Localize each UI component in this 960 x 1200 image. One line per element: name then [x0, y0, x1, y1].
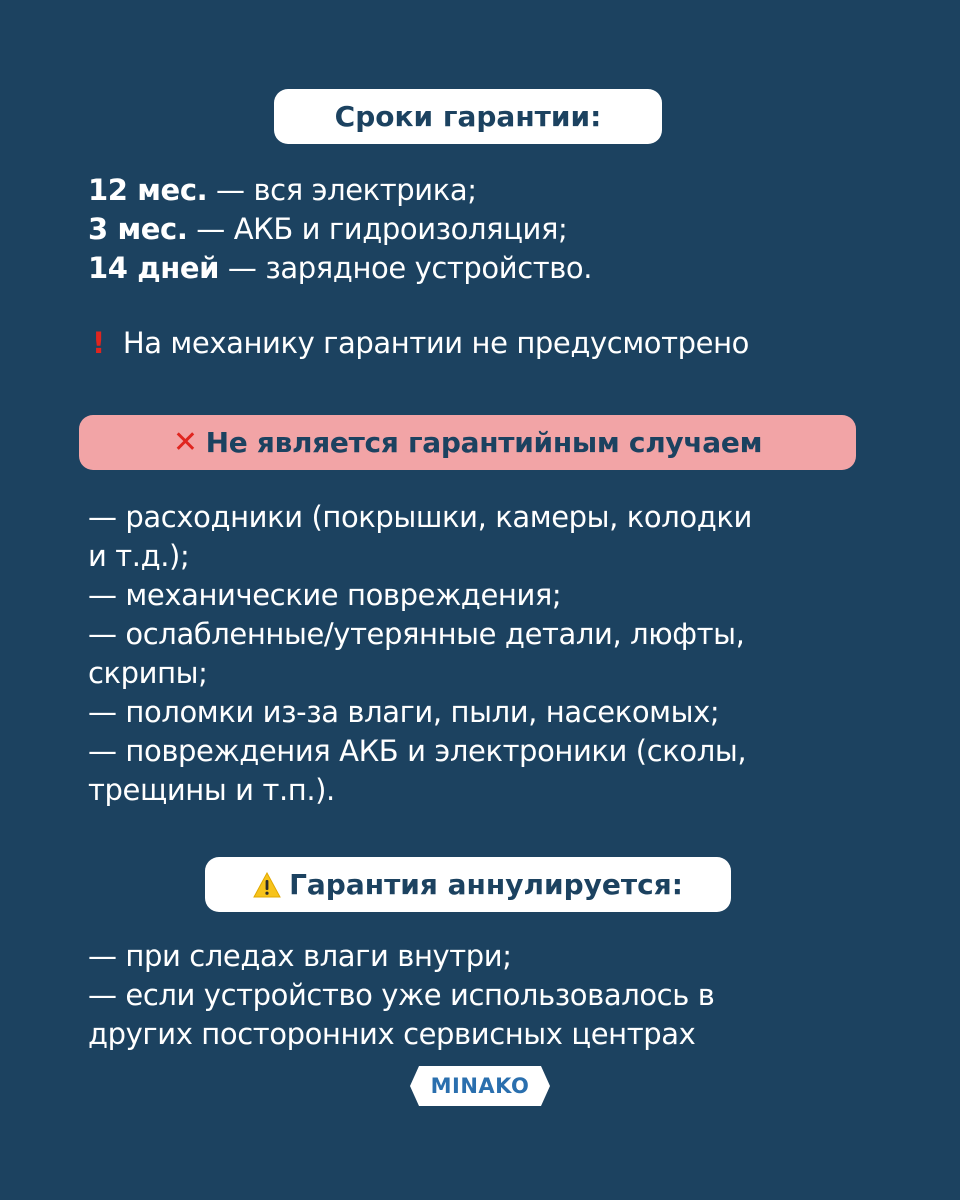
list-item: скрипы;: [88, 656, 208, 690]
warranty-void-list: [88, 937, 888, 1054]
term-period: 14 дней: [88, 251, 220, 285]
warranty-void-heading: [205, 857, 731, 912]
list-item: — расходники (покрышки, камеры, колодки: [88, 500, 752, 534]
term-description: — зарядное устройство.: [219, 251, 593, 285]
list-item: — повреждения АКБ и электроники (сколы,: [88, 734, 747, 768]
cross-icon: ✕: [172, 425, 198, 460]
list-item: — ослабленные/утерянные детали, люфты,: [88, 617, 745, 651]
term-item-charger: [88, 249, 592, 288]
term-item-electrics: [88, 171, 592, 210]
warranty-terms-list: [88, 171, 592, 288]
list-item: — если устройство уже использовалось в: [88, 978, 715, 1012]
list-item: — поломки из-за влаги, пыли, насекомых;: [88, 695, 720, 729]
term-period: 3 мес.: [88, 212, 188, 246]
logo-text: MINAKO: [430, 1074, 530, 1098]
warranty-terms-title: Сроки гарантии:: [334, 100, 602, 133]
minako-logo: [409, 1065, 551, 1107]
mechanics-note-text: На механику гарантии не предусмотрено: [122, 326, 749, 360]
warranty-void-title: Гарантия аннулируется:: [289, 868, 683, 901]
not-warranty-title: Не является гарантийным случаем: [205, 426, 763, 459]
warranty-terms-heading: [274, 89, 662, 144]
list-item: — при следах влаги внутри;: [88, 939, 512, 973]
term-period: 12 мес.: [88, 173, 208, 207]
list-item: трещины и т.п.).: [88, 773, 335, 807]
list-item: и т.д.);: [88, 539, 190, 573]
warning-icon: [253, 872, 281, 898]
exclamation-icon: !: [92, 326, 105, 360]
term-description: — АКБ и гидроизоляция;: [187, 212, 568, 246]
term-description: — вся электрика;: [207, 173, 477, 207]
not-warranty-list: [88, 498, 888, 810]
not-warranty-heading: [79, 415, 856, 470]
term-item-battery: [88, 210, 592, 249]
list-item: других посторонних сервисных центрах: [88, 1017, 696, 1051]
mechanics-note: [92, 324, 749, 363]
list-item: — механические повреждения;: [88, 578, 562, 612]
